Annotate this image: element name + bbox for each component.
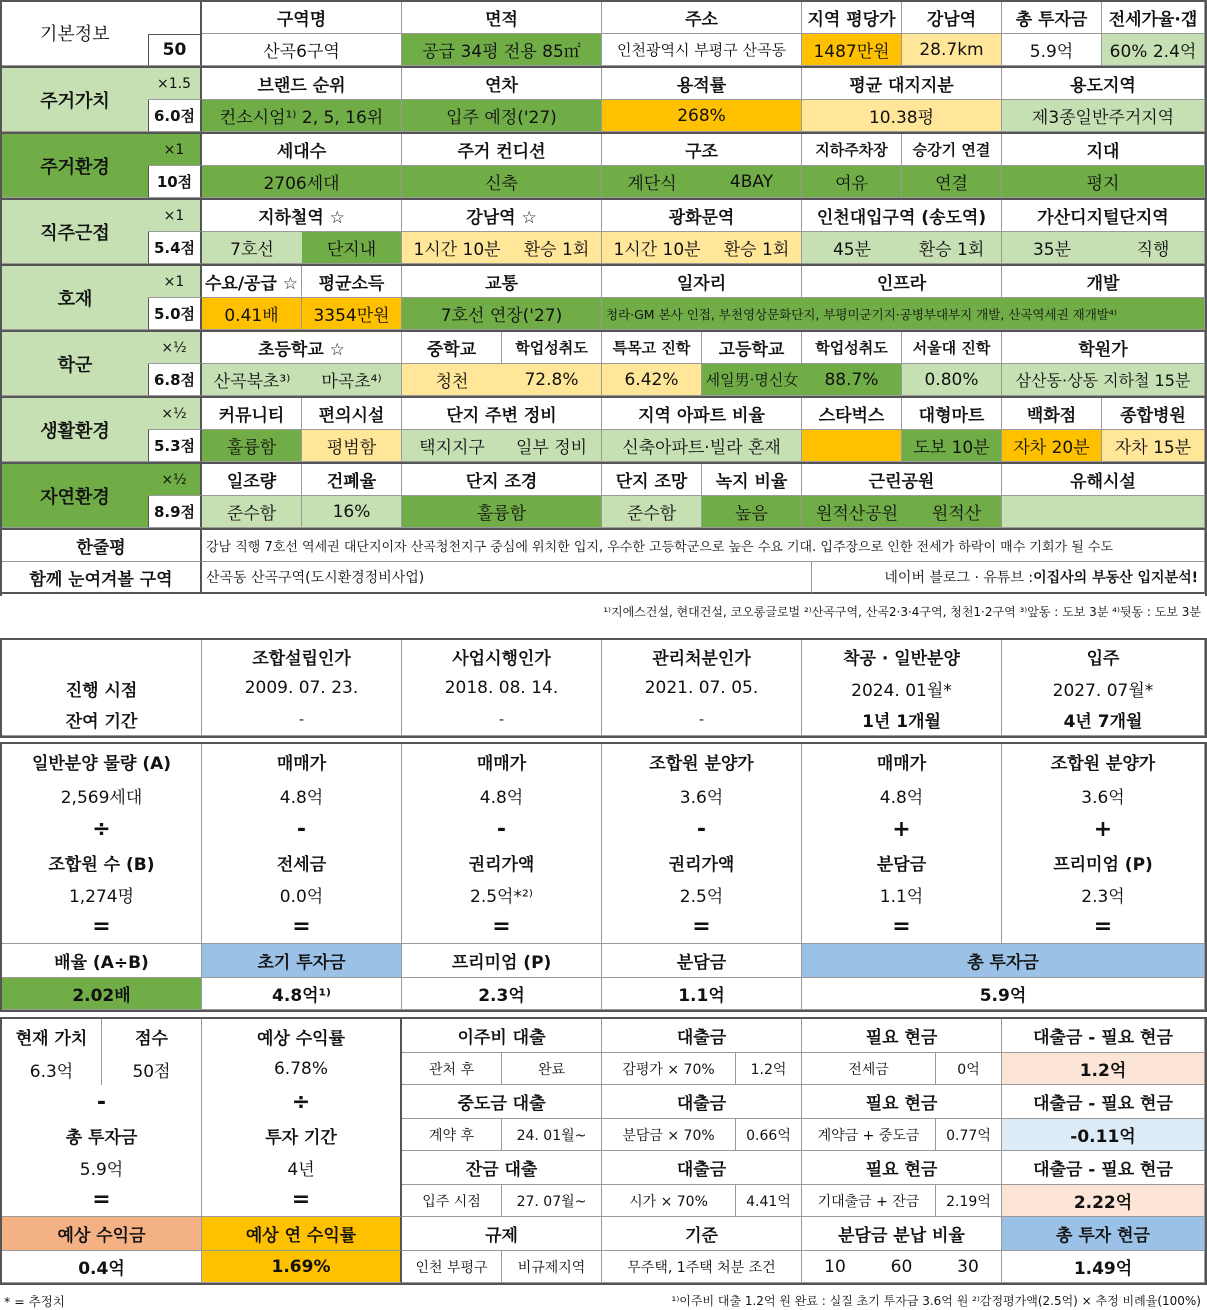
- date-union: 2009. 07. 23.: [202, 672, 402, 704]
- sunlight-value: 준수함: [202, 496, 302, 528]
- loan3-amount-header: 대출금: [602, 1151, 802, 1185]
- header-hazard: 유해시설: [1002, 464, 1205, 496]
- convenience-value: 평범함: [302, 430, 402, 462]
- gwanghwamun-transfer: 환승 1회: [712, 232, 802, 264]
- op-divide: ÷: [2, 812, 202, 846]
- living-mult: ×1.5: [148, 68, 202, 100]
- ratio-header: 배율 (A÷B): [2, 944, 202, 978]
- elevator-value: 연결: [902, 166, 1002, 198]
- loan1-loan-a: 감평가 × 70%: [602, 1053, 736, 1085]
- header-gasan: 가산디지털단지역: [1002, 200, 1205, 232]
- calc-v2-3: 2.5억: [602, 878, 802, 910]
- loan1-a: 관처 후: [402, 1053, 502, 1085]
- loan3-diff-header: 대출금 - 필요 현금: [1002, 1151, 1205, 1185]
- score-header: 점수: [102, 1019, 202, 1053]
- loan1-diff: 1.2억: [1002, 1053, 1205, 1085]
- area-value: 공급 34평 전용 85㎡: [402, 34, 602, 66]
- header-elevator: 승강기 연결: [902, 134, 1002, 166]
- ret-op-minus: -: [2, 1085, 202, 1119]
- loan3-b: 27. 07월~: [502, 1185, 602, 1217]
- eq-2: =: [402, 910, 602, 944]
- header-hospital: 종합병원: [1102, 398, 1205, 430]
- installment-header: 분담금 분납 비율: [802, 1217, 1002, 1251]
- calc-v2-1: 0.0억: [202, 878, 402, 910]
- school-score: 6.8점: [148, 364, 202, 396]
- header-subway: 지하철역 ☆: [202, 200, 402, 232]
- header-special-hs: 특목고 진학: [602, 332, 702, 364]
- total-investment: 5.9억: [1002, 34, 1102, 66]
- total-investment-value: 5.9억: [802, 978, 1205, 1010]
- initial-investment-value: 4.8억¹⁾: [202, 978, 402, 1010]
- total-investment-header: 총 투자금: [802, 944, 1205, 978]
- expected-annual: 1.69%: [202, 1251, 402, 1283]
- calc-v2-4: 1.1억: [802, 878, 1002, 910]
- current-value-header: 현재 가치: [2, 1019, 102, 1053]
- expected-profit-header: 예상 수익금: [2, 1217, 202, 1251]
- calc-h2-3: 권리가액: [602, 846, 802, 878]
- header-middle: 중학교: [402, 332, 502, 364]
- header-supply-demand: 수요/공급 ☆: [202, 266, 302, 298]
- loan3-title: 잔금 대출: [402, 1151, 602, 1185]
- header-development: 개발: [1002, 266, 1205, 298]
- header-sunlight: 일조량: [202, 464, 302, 496]
- loan2-loan-b: 0.66억: [736, 1119, 802, 1151]
- header-incheon-univ: 인천대입구역 (송도역): [802, 200, 1002, 232]
- contribution-value: 1.1억: [602, 978, 802, 1010]
- gangnam-time: 1시간 10분: [402, 232, 512, 264]
- view-value: 준수함: [602, 496, 702, 528]
- loan2-b: 24. 01월~: [502, 1119, 602, 1151]
- calc-v1-3: 3.6억: [602, 778, 802, 812]
- calc-v1-5: 3.6억: [1002, 778, 1205, 812]
- high-school: 세일男·명신女: [702, 364, 802, 396]
- oneline-label: 한줄평: [2, 530, 202, 562]
- loan3-cash-header: 필요 현금: [802, 1151, 1002, 1185]
- header-snu: 서울대 진학: [902, 332, 1002, 364]
- loan2-a: 계약 후: [402, 1119, 502, 1151]
- loan3-cash-b: 2.19억: [936, 1185, 1002, 1217]
- oneline-text: 강남 직행 7호선 역세권 대단지이자 산곡청천지구 중심에 위치한 입지, 우수한 고등학군으로 높은 수요 기대. 입주장으로 인한 전세가 하락이 매수 기회가 될 수도: [202, 530, 1205, 562]
- condition-value: 신축: [402, 166, 602, 198]
- blog-credit: [812, 562, 1205, 594]
- school-mult: ×½: [148, 332, 202, 364]
- blog-prefix: 네이버 블로그 · 유튜브 :: [884, 570, 1034, 586]
- expected-profit: 0.4억: [2, 1251, 202, 1283]
- starbucks-value: [802, 430, 902, 462]
- ret-eq-1: =: [2, 1183, 202, 1217]
- school-label: 학군: [2, 332, 148, 396]
- total-score: 50: [148, 34, 202, 66]
- header-high: 고등학교: [702, 332, 802, 364]
- installment-1: 10: [802, 1251, 868, 1283]
- apt-ratio-value: 신축아파트·빌라 혼재: [602, 430, 802, 462]
- calc-v1-1: 4.8억: [202, 778, 402, 812]
- address-value: 인천광역시 부평구 산곡동: [602, 34, 802, 66]
- installment-2: 60: [868, 1251, 935, 1283]
- header-terrain: 지대: [1002, 134, 1205, 166]
- calc-v1-4: 4.8억: [802, 778, 1002, 812]
- gangnam-transfer: 환승 1회: [512, 232, 602, 264]
- calc-h1-3: 조합원 분양가: [602, 744, 802, 778]
- brand-value: 컨소시엄¹⁾ 2, 5, 16위: [202, 100, 402, 132]
- subway-distance: 단지내: [302, 232, 402, 264]
- loan1-b: 완료: [502, 1053, 602, 1085]
- header-condition: 주거 컨디션: [402, 134, 602, 166]
- header-mgmt-approval: 관리처분인가: [602, 640, 802, 672]
- structure-bay: 4BAY: [702, 166, 802, 198]
- green-ratio-value: 높음: [702, 496, 802, 528]
- hazard-value: [1002, 496, 1205, 528]
- footnote-top: ¹⁾지에스건설, 현대건설, 코오롱글로벌 ²⁾산곡구역, 산곡2·3·4구역, 청천1·2구역 ³⁾앞동 : 도보 3분 ⁴⁾뒷동 : 도보 3분: [603, 605, 1201, 619]
- header-structure: 구조: [602, 134, 802, 166]
- blog-name: 이집사의 부동산 입지분석!: [1033, 570, 1198, 586]
- header-green-ratio: 녹지 비율: [702, 464, 802, 496]
- header-gwanghwamun: 광화문역: [602, 200, 802, 232]
- total-cash-value: 1.49억: [1002, 1251, 1205, 1283]
- calc-h2-0: 조합원 수 (B): [2, 846, 202, 878]
- loan2-diff: -0.11억: [1002, 1119, 1205, 1151]
- header-landscape: 단지 조경: [402, 464, 602, 496]
- calc-h1-2: 매매가: [402, 744, 602, 778]
- loan1-cash-b: 0억: [936, 1053, 1002, 1085]
- remain-mgmt: -: [602, 704, 802, 736]
- commute-label: 직주근접: [2, 200, 148, 264]
- regulation-status: 비규제지역: [502, 1251, 602, 1283]
- date-mgmt: 2021. 07. 05.: [602, 672, 802, 704]
- ret-total-value: 5.9억: [2, 1151, 202, 1183]
- calc-v2-0: 1,274명: [2, 878, 202, 910]
- loan1-cash-a: 전세금: [802, 1053, 936, 1085]
- zoning-value: 제3종일반주거지역: [1002, 100, 1205, 132]
- loan2-cash-header: 필요 현금: [802, 1085, 1002, 1119]
- ratio-value: 2.02배: [2, 978, 202, 1010]
- middle-score: 72.8%: [502, 364, 602, 396]
- expected-rate: 6.78%: [202, 1053, 402, 1085]
- community-value: 훌륭함: [202, 430, 302, 462]
- calc-h2-2: 권리가액: [402, 846, 602, 878]
- loan1-loan-b: 1.2억: [736, 1053, 802, 1085]
- gwanghwamun-time: 1시간 10분: [602, 232, 712, 264]
- life-label: 생활환경: [2, 398, 148, 462]
- op-minus-3: -: [602, 812, 802, 846]
- header-convenience: 편의시설: [302, 398, 402, 430]
- eq-3: =: [602, 910, 802, 944]
- env-score: 10점: [148, 166, 202, 198]
- header-income: 평균소득: [302, 266, 402, 298]
- initial-investment-header: 초기 투자금: [202, 944, 402, 978]
- calc-h1-0: 일반분양 물량 (A): [2, 744, 202, 778]
- header-area: 면적: [402, 2, 602, 34]
- eq-0: =: [2, 910, 202, 944]
- header-gangnam: 강남역: [902, 2, 1002, 34]
- header-coverage: 건폐율: [302, 464, 402, 496]
- expected-annual-header: 예상 연 수익률: [202, 1217, 402, 1251]
- hojae-mult: ×1: [148, 266, 202, 298]
- loan2-amount-header: 대출금: [602, 1085, 802, 1119]
- op-minus-2: -: [402, 812, 602, 846]
- special-hs: 6.42%: [602, 364, 702, 396]
- living-score: 6.0점: [148, 100, 202, 132]
- gasan-time: 35분: [1002, 232, 1102, 264]
- header-high-score: 학업성취도: [802, 332, 902, 364]
- installment-3: 30: [935, 1251, 1002, 1283]
- criteria-header: 기준: [602, 1217, 802, 1251]
- header-age: 연차: [402, 68, 602, 100]
- calc-v2-2: 2.5억*²⁾: [402, 878, 602, 910]
- criteria-value: 무주택, 1주택 처분 조건: [602, 1251, 802, 1283]
- loan2-loan-a: 분담금 × 70%: [602, 1119, 736, 1151]
- date-construction: 2024. 01월*: [802, 672, 1002, 704]
- nature-score: 8.9점: [148, 496, 202, 528]
- header-dept-store: 백화점: [1002, 398, 1102, 430]
- date-project: 2018. 08. 14.: [402, 672, 602, 704]
- header-elementary: 초등학교 ☆: [202, 332, 402, 364]
- commute-mult: ×1: [148, 200, 202, 232]
- header-zoning: 용도지역: [1002, 68, 1205, 100]
- header-far: 용적률: [602, 68, 802, 100]
- remain-project: -: [402, 704, 602, 736]
- total-cash-header: 총 투자 현금: [1002, 1217, 1205, 1251]
- loan2-title: 중도금 대출: [402, 1085, 602, 1119]
- academy-value: 삼산동·상동 지하철 15분: [1002, 364, 1205, 396]
- nature-label: 자연환경: [2, 464, 148, 528]
- hojae-score: 5.0점: [148, 298, 202, 330]
- header-total-investment: 총 투자금: [1002, 2, 1102, 34]
- remain-construction: 1년 1개월: [802, 704, 1002, 736]
- calc-h1-4: 매매가: [802, 744, 1002, 778]
- life-score: 5.3점: [148, 430, 202, 462]
- header-address: 주소: [602, 2, 802, 34]
- eq-4: =: [802, 910, 1002, 944]
- header-union-approval: 조합설립인가: [202, 640, 402, 672]
- jeonse-ratio: 60% 2.4억: [1102, 34, 1205, 66]
- loan1-amount-header: 대출금: [602, 1019, 802, 1053]
- loan3-diff: 2.22억: [1002, 1185, 1205, 1217]
- loan3-cash-a: 기대출금 + 잔금: [802, 1185, 936, 1217]
- mart-value: 도보 10분: [902, 430, 1002, 462]
- header-movein: 입주: [1002, 640, 1205, 672]
- premium-value: 2.3억: [402, 978, 602, 1010]
- timeline-remain-label: 잔여 기간: [2, 704, 202, 736]
- remain-union: -: [202, 704, 402, 736]
- header-infra: 인프라: [802, 266, 1002, 298]
- timeline-date-label: 진행 시점: [2, 672, 202, 704]
- zone-name: 산곡6구역: [202, 34, 402, 66]
- gasan-direct: 직행: [1102, 232, 1205, 264]
- price-per-pyeong: 1487만원: [802, 34, 902, 66]
- header-starbucks: 스타벅스: [802, 398, 902, 430]
- land-share-value: 10.38평: [802, 100, 1002, 132]
- header-apt-ratio: 지역 아파트 비율: [602, 398, 802, 430]
- loan2-diff-header: 대출금 - 필요 현금: [1002, 1085, 1205, 1119]
- ret-period-header: 투자 기간: [202, 1119, 402, 1151]
- loan2-cash-a: 계약금 + 중도금: [802, 1119, 936, 1151]
- header-construction: 착공 · 일반분양: [802, 640, 1002, 672]
- parking-value: 여유: [802, 166, 902, 198]
- loan3-a: 입주 시점: [402, 1185, 502, 1217]
- hospital-value: 자차 15분: [1102, 430, 1205, 462]
- header-view: 단지 조망: [602, 464, 702, 496]
- transport-value: 7호선 연장('27): [402, 298, 602, 330]
- op-plus-1: +: [802, 812, 1002, 846]
- development-value: 청라·GM 본사 인접, 부천영상문화단지, 부평미군기지·공병부대부지 개발, 산곡역세권 재개발⁴⁾: [602, 298, 1205, 330]
- calc-h2-4: 분담금: [802, 846, 1002, 878]
- park-short: 원적산: [912, 496, 1002, 528]
- life-mult: ×½: [148, 398, 202, 430]
- together-text: 산곡동 산곡구역(도시환경정비사업): [202, 562, 812, 594]
- calc-h1-5: 조합원 분양가: [1002, 744, 1205, 778]
- env-label: 주거환경: [2, 134, 148, 198]
- regulation-header: 규제: [402, 1217, 602, 1251]
- ret-eq-2: =: [202, 1183, 402, 1217]
- header-parking: 지하주차장: [802, 134, 902, 166]
- loan3-loan-a: 시가 × 70%: [602, 1185, 736, 1217]
- landscape-value: 훌륭함: [402, 496, 602, 528]
- footnote-bottom: ¹⁾이주비 대출 1.2억 원 완료 : 실질 초기 투자금 3.6억 원 ²⁾감정평가액(2.5억) × 추정 비례율(100%): [671, 1294, 1201, 1308]
- footnote-estimate: * = 추정치: [4, 1294, 65, 1309]
- snu-rate: 0.80%: [902, 364, 1002, 396]
- calc-v2-5: 2.3억: [1002, 878, 1205, 910]
- park-name: 원적산공원: [802, 496, 912, 528]
- coverage-value: 16%: [302, 496, 402, 528]
- living-label: 주거가치: [2, 68, 148, 132]
- eq-5: =: [1002, 910, 1205, 944]
- incheon-time: 45분: [802, 232, 902, 264]
- surroundings-type: 택지지구: [402, 430, 502, 462]
- header-households: 세대수: [202, 134, 402, 166]
- together-label: 함께 눈여겨볼 구역: [2, 562, 202, 594]
- incheon-transfer: 환승 1회: [902, 232, 1002, 264]
- header-land-share: 평균 대지지분: [802, 68, 1002, 100]
- header-gangnam-station: 강남역 ☆: [402, 200, 602, 232]
- header-transport: 교통: [402, 266, 602, 298]
- supply-demand-value: 0.41배: [202, 298, 302, 330]
- header-jeonse-ratio: 전세가율·갭: [1102, 2, 1205, 34]
- dept-store-value: 자차 20분: [1002, 430, 1102, 462]
- contribution-header: 분담금: [602, 944, 802, 978]
- elementary-1: 산곡북초³⁾: [202, 364, 302, 396]
- op-plus-2: +: [1002, 812, 1205, 846]
- middle-school: 청천: [402, 364, 502, 396]
- age-value: 입주 예정('27): [402, 100, 602, 132]
- eq-1: =: [202, 910, 402, 944]
- hojae-label: 호재: [2, 266, 148, 330]
- header-brand: 브랜드 순위: [202, 68, 402, 100]
- calc-v1-0: 2,569세대: [2, 778, 202, 812]
- nature-mult: ×½: [148, 464, 202, 496]
- households-value: 2706세대: [202, 166, 402, 198]
- loan1-diff-header: 대출금 - 필요 현금: [1002, 1019, 1205, 1053]
- date-movein: 2027. 07월*: [1002, 672, 1205, 704]
- high-score: 88.7%: [802, 364, 902, 396]
- income-value: 3354만원: [302, 298, 402, 330]
- header-middle-score: 학업성취도: [502, 332, 602, 364]
- loan2-cash-b: 0.77억: [936, 1119, 1002, 1151]
- elementary-2: 마곡초⁴⁾: [302, 364, 402, 396]
- header-project-approval: 사업시행인가: [402, 640, 602, 672]
- loan3-loan-b: 4.41억: [736, 1185, 802, 1217]
- basic-info-label: 기본정보: [40, 24, 110, 45]
- header-academy: 학원가: [1002, 332, 1205, 364]
- structure-stair: 계단식: [602, 166, 702, 198]
- header-mart: 대형마트: [902, 398, 1002, 430]
- header-jobs: 일자리: [602, 266, 802, 298]
- loan1-title: 이주비 대출: [402, 1019, 602, 1053]
- score-value: 50점: [102, 1053, 202, 1085]
- timeline-corner: [2, 640, 202, 672]
- calc-h1-1: 매매가: [202, 744, 402, 778]
- current-value: 6.3억: [2, 1053, 102, 1085]
- terrain-value: 평지: [1002, 166, 1205, 198]
- calc-h2-5: 프리미엄 (P): [1002, 846, 1205, 878]
- subway-line: 7호선: [202, 232, 302, 264]
- far-value: 268%: [602, 100, 802, 132]
- commute-score: 5.4점: [148, 232, 202, 264]
- expected-rate-header: 예상 수익률: [202, 1019, 402, 1053]
- calc-h2-1: 전세금: [202, 846, 402, 878]
- surroundings-value: 일부 정비: [502, 430, 602, 462]
- header-zone-name: 구역명: [202, 2, 402, 34]
- header-park: 근린공원: [802, 464, 1002, 496]
- header-price-per-pyeong: 지역 평당가: [802, 2, 902, 34]
- ret-period-value: 4년: [202, 1151, 402, 1183]
- ret-op-divide: ÷: [202, 1085, 402, 1119]
- regulation-area: 인천 부평구: [402, 1251, 502, 1283]
- remain-movein: 4년 7개월: [1002, 704, 1205, 736]
- header-community: 커뮤니티: [202, 398, 302, 430]
- gangnam-distance: 28.7km: [902, 34, 1002, 66]
- loan1-cash-header: 필요 현금: [802, 1019, 1002, 1053]
- op-minus-1: -: [202, 812, 402, 846]
- calc-v1-2: 4.8억: [402, 778, 602, 812]
- ret-total-header: 총 투자금: [2, 1119, 202, 1151]
- env-mult: ×1: [148, 134, 202, 166]
- premium-header: 프리미엄 (P): [402, 944, 602, 978]
- header-surroundings: 단지 주변 정비: [402, 398, 602, 430]
